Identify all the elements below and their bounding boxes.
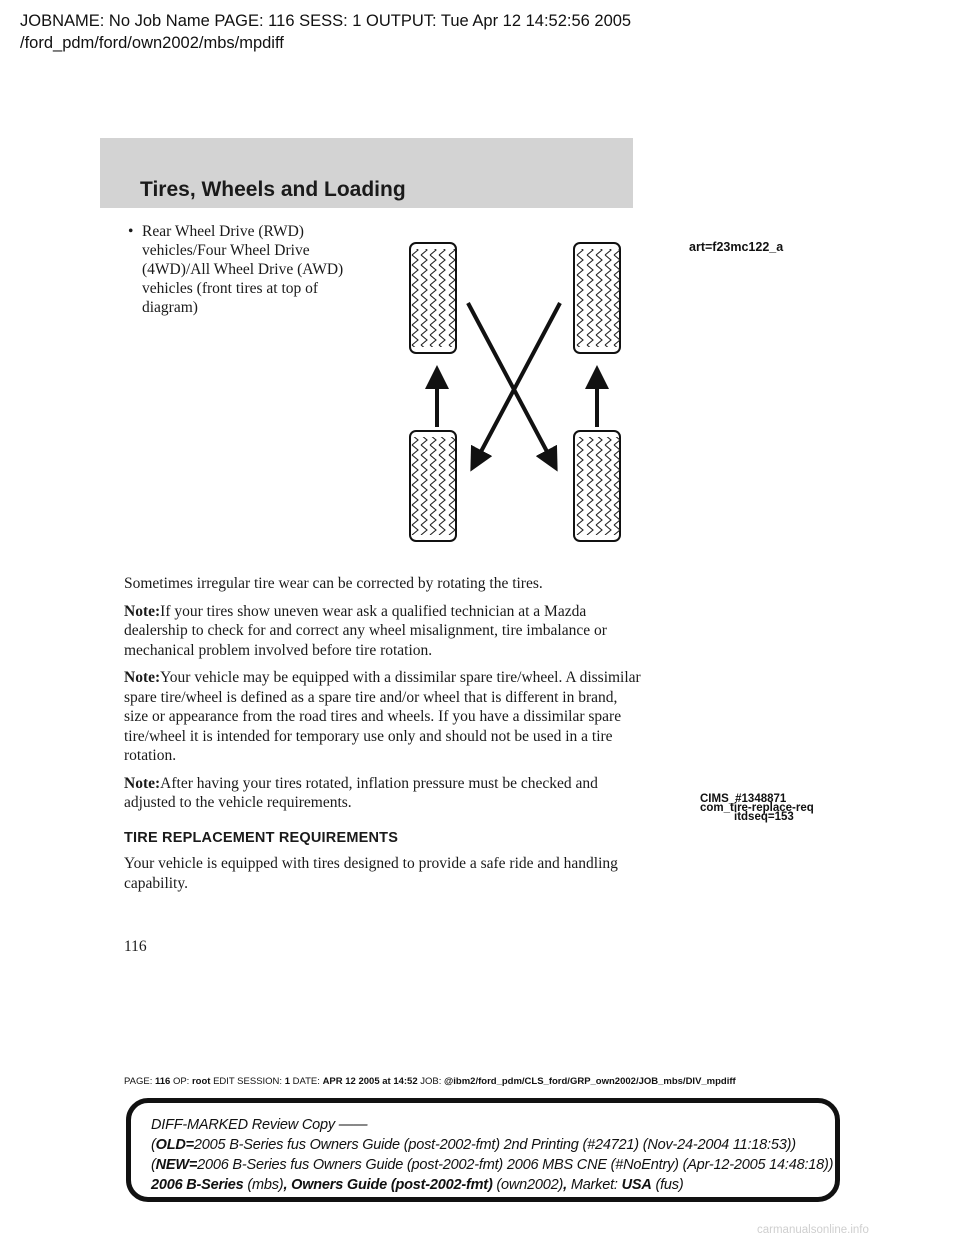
footer-job-value: @ibm2/ford_pdm/CLS_ford/GRP_own2002/JOB_mbs/DIV_mpdiff bbox=[444, 1076, 736, 1087]
site-watermark: carmanualsonline.info bbox=[757, 1224, 869, 1236]
body-text bbox=[124, 574, 644, 901]
section-title: Tires, Wheels and Loading bbox=[140, 178, 406, 201]
replacement-paragraph: Your vehicle is equipped with tires designed to provide a safe ride and handling capability. bbox=[124, 855, 618, 892]
footer-page-value: 116 bbox=[154, 1076, 171, 1087]
diff-guide: Owners Guide (post-2002-fmt) bbox=[291, 1177, 493, 1193]
page-number: 116 bbox=[124, 938, 147, 955]
job-header-line2: /ford_pdm/ford/own2002/mbs/mpdiff bbox=[20, 34, 284, 52]
cims-id: CIMS_#1348871 bbox=[700, 793, 787, 805]
arrow-front-right-to-rear-left bbox=[476, 303, 560, 461]
footer-session-value: 1 bbox=[284, 1076, 290, 1087]
intro-paragraph: Sometimes irregular tire wear can be corrected by rotating the tires. bbox=[124, 575, 543, 592]
job-footer bbox=[124, 1076, 736, 1087]
bullet-line: vehicles (front tires at top of bbox=[142, 280, 319, 297]
job-header bbox=[20, 10, 631, 54]
note-text: If your tires show uneven wear ask a qualified technician at a Mazda dealership to check for and correct any wheel misalignment, tire imbalance or mechanical problem involved before tire rotation. bbox=[124, 602, 607, 659]
footer-op-value: root bbox=[191, 1076, 211, 1087]
subheading: TIRE REPLACEMENT REQUIREMENTS bbox=[124, 829, 399, 846]
bullet-line: (4WD)/All Wheel Drive (AWD) bbox=[142, 261, 344, 278]
footer-session-label: EDIT SESSION: bbox=[213, 1076, 283, 1087]
diff-review-box bbox=[126, 1098, 840, 1202]
bullet-line: diagram) bbox=[142, 299, 198, 316]
note-text: After having your tires rotated, inflation pressure must be checked and adjusted to the vehicle requirements. bbox=[124, 774, 598, 811]
diff-old-line: (OLD=2005 B-Series fus Owners Guide (post-2002-fmt) 2nd Printing (#24721) (Nov-24-2004 11:18:53)) bbox=[151, 1137, 796, 1153]
tire-front-left bbox=[410, 243, 456, 353]
footer-op-label: OP: bbox=[172, 1076, 190, 1087]
diff-new-label: NEW= bbox=[155, 1157, 198, 1173]
bullet-text bbox=[142, 222, 378, 317]
bullet-marker: • bbox=[128, 223, 134, 240]
note-paragraph bbox=[124, 602, 644, 661]
diff-market-code: (fus) bbox=[655, 1177, 684, 1193]
tire-rear-left bbox=[410, 431, 456, 541]
note-paragraph bbox=[124, 774, 644, 813]
tire-front-right bbox=[574, 243, 620, 353]
footer-date-value: APR 12 2005 at 14:52 bbox=[322, 1076, 418, 1087]
diff-summary-line: 2006 B-Series (mbs), Owners Guide (post-2002-fmt) (own2002), Market: USA (fus) bbox=[151, 1177, 684, 1193]
diff-guide-code: (own2002) bbox=[496, 1177, 564, 1193]
arrow-front-left-to-rear-right bbox=[468, 303, 552, 461]
diff-new-text: 2006 B-Series fus Owners Guide (post-2002-fmt) 2006 MBS CNE (#NoEntry) (Apr-12-2005 14:48:18)) bbox=[197, 1157, 834, 1173]
diff-old-label: OLD= bbox=[155, 1137, 194, 1153]
diff-market-label: Market: bbox=[570, 1177, 618, 1193]
footer-job-label: JOB: bbox=[420, 1076, 442, 1087]
note-text: Your vehicle may be equipped with a dissimilar spare tire/wheel. A dissimilar spare tire/wheel is defined as a spare tire and/or wheel that is different in brand, size or appearance from the road tires and wheels. If you have a dissimilar spare tire/wheel it is intended for temporary use only and should not be used in a tire rotation. bbox=[124, 669, 641, 764]
footer-date-label: DATE: bbox=[292, 1076, 320, 1087]
diff-old-text: 2005 B-Series fus Owners Guide (post-2002-fmt) 2nd Printing (#24721) (Nov-24-2004 11:18:53)) bbox=[193, 1137, 796, 1153]
diff-model: 2006 B-Series bbox=[151, 1177, 244, 1193]
diff-new-line: (NEW=2006 B-Series fus Owners Guide (post-2002-fmt) 2006 MBS CNE (#NoEntry) (Apr-12-2005 14:48:18)) bbox=[151, 1157, 834, 1173]
art-reference: art=f23mc122_a bbox=[689, 240, 784, 254]
bullet-item bbox=[128, 222, 378, 317]
cims-code: com_tire-replace-req bbox=[700, 802, 814, 814]
cims-reference bbox=[700, 795, 814, 822]
diff-title: DIFF-MARKED Review Copy —— bbox=[151, 1117, 368, 1133]
note-label: Note: bbox=[124, 774, 161, 792]
bullet-line: vehicles/Four Wheel Drive bbox=[142, 242, 310, 259]
bullet-line: Rear Wheel Drive (RWD) bbox=[142, 223, 304, 240]
note-label: Note: bbox=[124, 669, 161, 686]
tire-rotation-diagram bbox=[400, 235, 640, 555]
diff-model-code: (mbs) bbox=[247, 1177, 284, 1193]
note-label: Note: bbox=[124, 602, 161, 620]
job-header-line1: JOBNAME: No Job Name PAGE: 116 SESS: 1 OUTPUT: Tue Apr 12 14:52:56 2005 bbox=[20, 12, 632, 30]
cims-seq: itdseq=153 bbox=[734, 811, 794, 823]
diff-market-value: USA bbox=[621, 1177, 652, 1193]
note-paragraph bbox=[124, 668, 644, 766]
tire-rear-right bbox=[574, 431, 620, 541]
footer-page-label: PAGE: bbox=[124, 1076, 153, 1087]
